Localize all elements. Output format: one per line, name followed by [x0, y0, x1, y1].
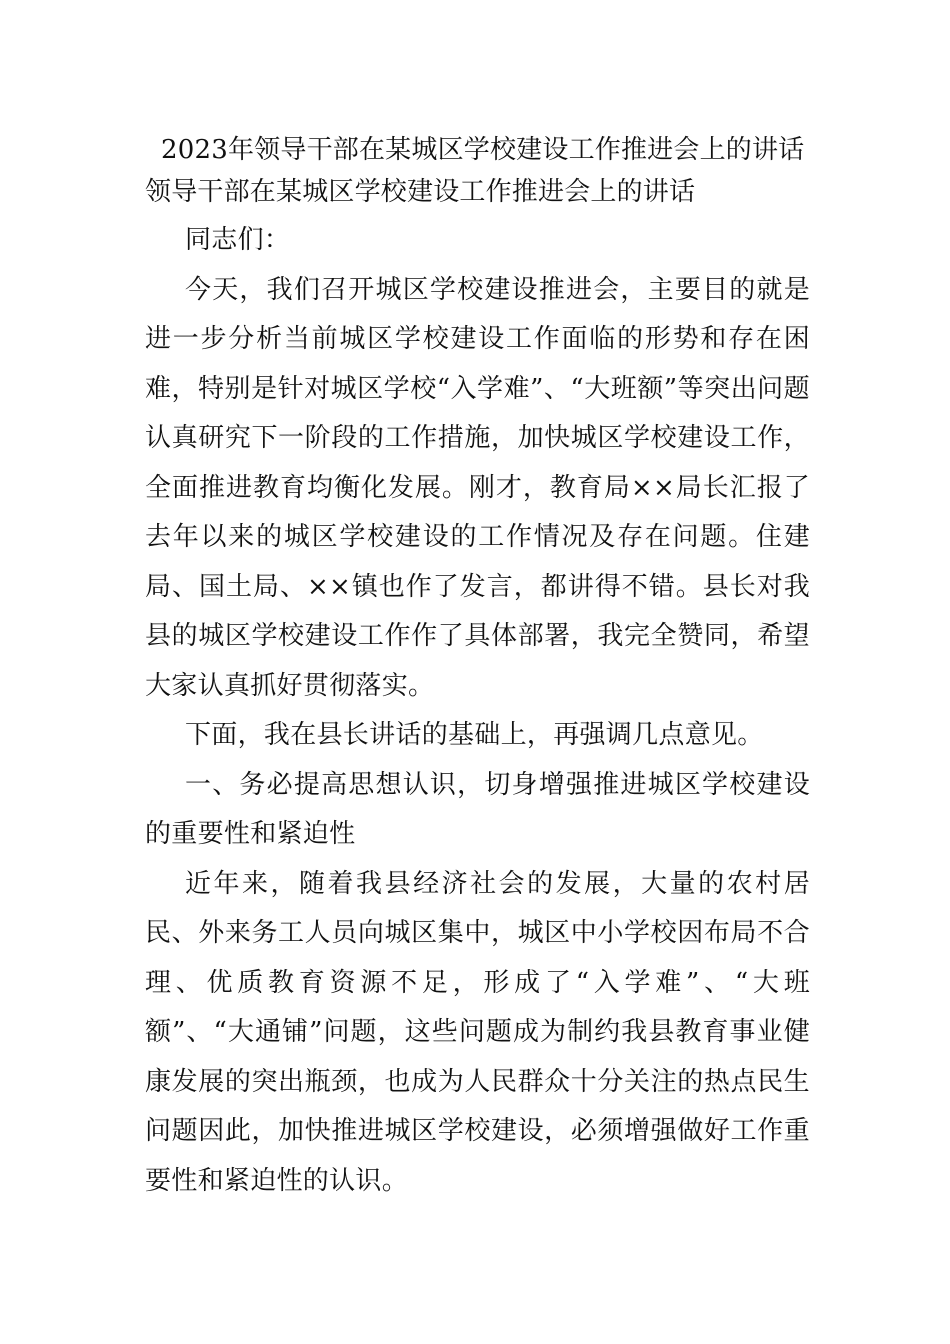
- document-title: 2023年领导干部在某城区学校建设工作推进会上的讲话: [161, 135, 805, 165]
- body-paragraph: 近年来，随着我县经济社会的发展，大量的农村居民、外来务工人员向城区集中，城区中小学校因布局不合理、优质教育资源不足，形成了“入学难”、“大班额”、“大通铺”问题，这些问题成为制约我县教育事业健康发展的突出瓶颈，也成为人民群众十分关注的热点民生问题因此，加快推进城区学校建设，必须增强做好工作重要性和紧迫性的认识。: [145, 868, 810, 1196]
- section-heading: 一、务必提高思想认识，切身增强推进城区学校建设的重要性和紧迫性: [145, 769, 810, 849]
- document-subtitle: 领导干部在某城区学校建设工作推进会上的讲话: [145, 177, 696, 207]
- body-paragraph: 下面，我在县长讲话的基础上，再强调几点意见。: [185, 720, 764, 750]
- body-paragraph: 今天，我们召开城区学校建设推进会，主要目的就是进一步分析当前城区学校建设工作面临的形势和存在困难，特别是针对城区学校“入学难”、“大班额”等突出问题认真研究下一阶段的工作措施，加快城区学校建设工作，全面推进教育均衡化发展。刚才，教育局××局长汇报了去年以来的城区学校建设的工作情况及存在问题。住建局、国土局、××镇也作了发言，都讲得不错。县长对我县的城区学校建设工作作了具体部署，我完全赞同，希望大家认真抓好贯彻落实。: [145, 274, 810, 701]
- document-page: [145, 130, 810, 1206]
- document-body: [145, 216, 810, 1206]
- salutation: 同志们：: [185, 225, 291, 255]
